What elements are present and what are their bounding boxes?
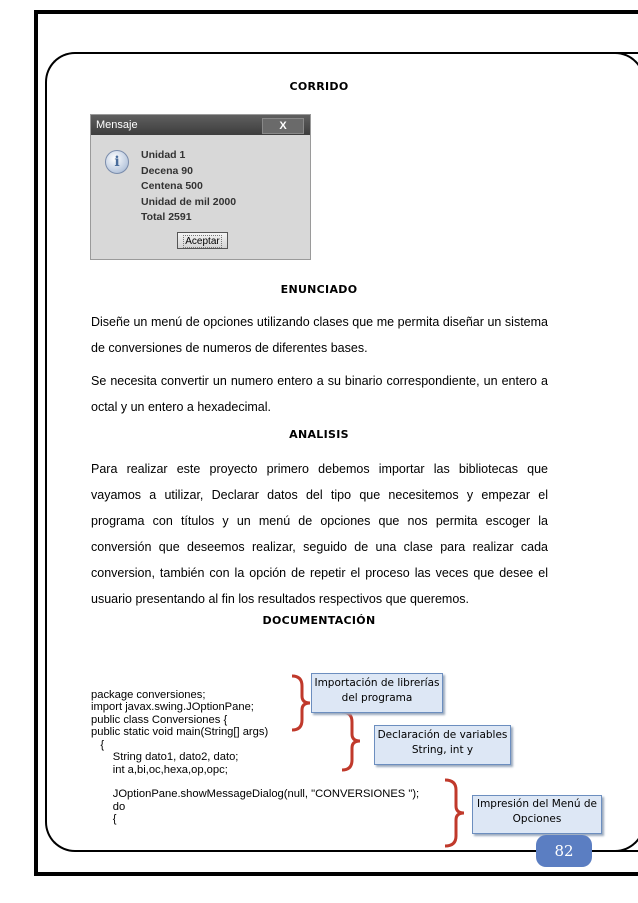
code-line: {	[91, 738, 105, 751]
code-blank-line	[91, 776, 419, 788]
analisis-body	[91, 456, 548, 612]
callout-menu: Impresión del Menú de Opciones	[472, 795, 602, 834]
message-dialog-screenshot	[90, 114, 311, 260]
enunciado-body	[91, 309, 548, 420]
code-line: public class Conversiones {	[91, 713, 228, 726]
brace-menu-icon	[441, 776, 467, 850]
dialog-line: Unidad de mil 2000	[141, 195, 237, 208]
heading-analisis: ANALISIS	[289, 428, 349, 441]
callout-imports: Importación de librerías del programa	[311, 673, 443, 713]
heading-documentacion: DOCUMENTACIÓN	[262, 614, 376, 627]
code-line: package conversiones;	[91, 688, 206, 701]
dialog-title-bar	[91, 115, 310, 135]
code-line: import javax.swing.JOptionPane;	[91, 701, 254, 713]
code-line: String dato1, dato2, dato;	[91, 751, 239, 763]
enunciado-paragraph-2: Se necesita convertir un numero entero a su binario correspondiente, un entero a octal y un entero a hexadecimal.	[91, 374, 548, 414]
heading-corrido: CORRIDO	[289, 80, 349, 93]
aceptar-label: Aceptar	[185, 236, 220, 247]
aceptar-button[interactable]	[177, 232, 228, 249]
dialog-message	[141, 148, 236, 226]
callout-declaracion: Declaración de variables String, int y	[374, 725, 511, 765]
dialog-line: Decena 90	[141, 164, 193, 177]
heading-enunciado: ENUNCIADO	[280, 283, 358, 296]
dialog-close-button[interactable]: X	[262, 118, 304, 134]
brace-declaracion-icon	[338, 708, 362, 774]
code-line: do	[91, 800, 126, 813]
dialog-line: Total 2591	[141, 211, 192, 224]
dialog-title: Mensaje	[96, 119, 138, 131]
code-line: {	[91, 813, 117, 825]
enunciado-paragraph-1: Diseñe un menú de opciones utilizando clases que me permita diseñar un sistema de conversiones de numeros de diferentes bases.	[91, 315, 548, 355]
code-line: int a,bi,oc,hexa,op,opc;	[91, 763, 228, 776]
analisis-paragraph: Para realizar este proyecto primero debemos importar las bibliotecas que vayamos a utilizar, Declarar datos del tipo que necesitemos y empezar el programa con títulos y un menú de opciones que nos permita escoger la conversión que deseemos realizar, seguido de una clase para realizar cada conversion, también con la opción de repetir el proceso las veces que desee el usuario presentando al fin los resultados respectivos que queremos.	[91, 462, 548, 606]
dialog-line: Centena 500	[141, 180, 203, 193]
info-icon: i	[105, 150, 129, 174]
page-inner-border-right	[565, 52, 638, 852]
page-number-badge: 82	[536, 835, 592, 867]
code-line: public static void main(String[] args)	[91, 726, 269, 738]
brace-imports-icon	[288, 672, 312, 734]
code-line: JOptionPane.showMessageDialog(null, "CONVERSIONES ");	[91, 788, 420, 800]
dialog-line: Unidad 1	[141, 149, 186, 161]
